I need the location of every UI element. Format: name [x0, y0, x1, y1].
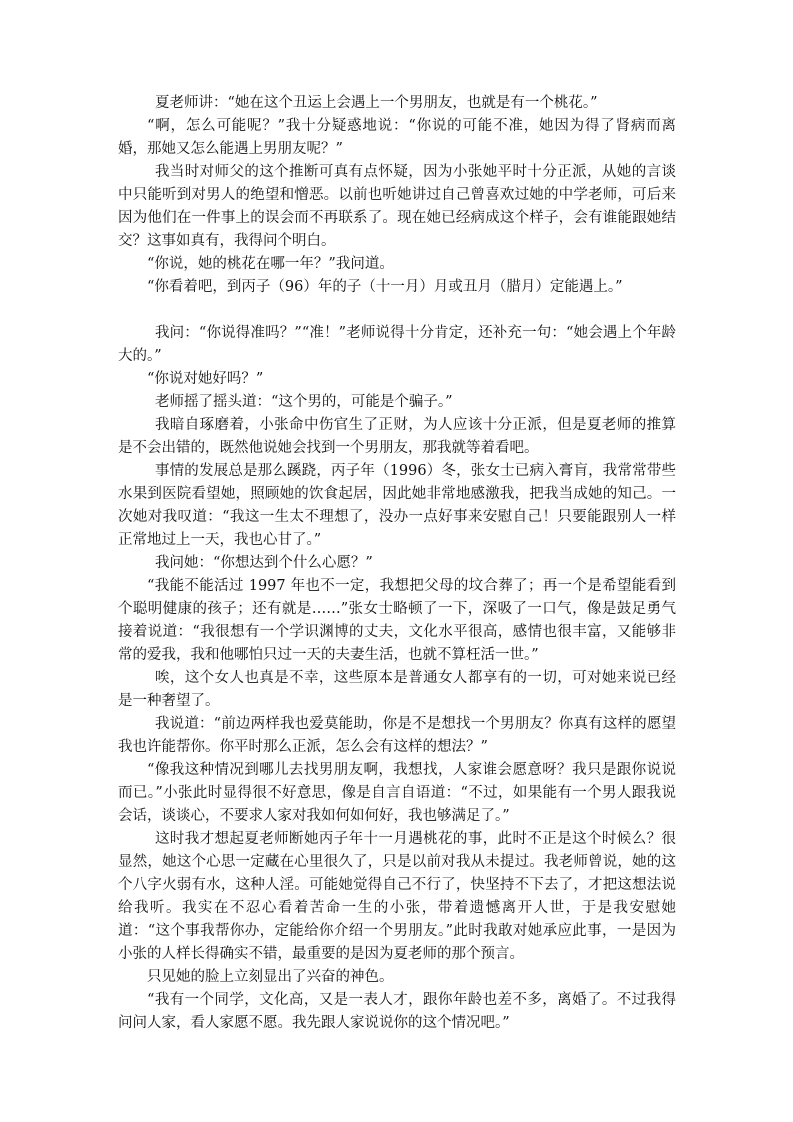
paragraph: 老师摇了摇头道：“这个男的，可能是个骗子。”	[154, 394, 453, 410]
paragraph: 事情的发展总是那么蹊跷，丙子年（1996）冬，张女士已病入膏肓，我常常带些水果到医院看望她，照顾她的饮食起居，因此她非常地感激我，把我当成她的知己。一次她对我叹道：“我这一生太不理想了，没办一点好事来安慰自己！只要能跟别人一样正常地过上一天，我也心甘了。”	[118, 463, 676, 548]
paragraph: 夏老师讲：“她在这个丑运上会遇上一个男朋友，也就是有一个桃花。”	[154, 95, 598, 111]
paragraph: 我当时对师父的这个推断可真有点怀疑，因为小张她平时十分正派，从她的言谈中只能听到对男人的绝望和憎恶。以前也听她讲过自己曾喜欢过她的中学老师，可后来因为他们在一件事上的误会而不再联系了。现在她已经病成这个样子，会有谁能跟她结交？这事如真有，我得问个明白。	[118, 164, 676, 249]
paragraph: “像我这种情况到哪儿去找男朋友啊，我想找，人家谁会愿意呀？我只是跟你说说而已。”小张此时显得很不好意思，像是自言自语道：“不过，如果能有一个男人跟我说会话，谈谈心，不要求人家对我如何如何好，我也够满足了。”	[118, 762, 676, 824]
document-body	[118, 92, 676, 1035]
paragraph: “我有一个同学，文化高，又是一表人才，跟你年龄也差不多，离婚了。不过我得问问人家，看人家愿不愿。我先跟人家说说你的这个情况吧。”	[118, 992, 676, 1031]
paragraph: 我暗自琢磨着，小张命中伤官生了正财，为人应该十分正派，但是夏老师的推算是不会出错的，既然他说她会找到一个男朋友，那我就等着看吧。	[118, 417, 676, 456]
paragraph: “你说，她的桃花在哪一年？”我问道。	[147, 256, 394, 272]
paragraph: 这时我才想起夏老师断她丙子年十一月遇桃花的事，此时不正是这个时候么？很显然，她这个心思一定藏在心里很久了，只是以前对我从未提过。我老师曾说，她的这个八字火弱有水，这种人淫。可能她觉得自己不行了，快坚持不下去了，才把这想法说给我听。我实在不忍心看着苦命一生的小张，带着遗憾离开人世，于是我安慰她道：“这个事我帮你办，定能给你介绍一个男朋友。”此时我敢对她承应此事，一是因为小张的人样长得确实不错，最重要的是因为夏老师的那个预言。	[118, 831, 676, 962]
paragraph: 只见她的脸上立刻显出了兴奋的神色。	[147, 969, 394, 985]
paragraph: 我问：“你说得准吗？”“准！”老师说得十分肯定，还补充一句：“她会遇上个年龄大的。”	[118, 325, 676, 364]
paragraph: 我说道：“前边两样我也爱莫能助，你是不是想找一个男朋友？你真有这样的愿望我也许能帮你。你平时那么正派，怎么会有这样的想法？”	[118, 716, 676, 755]
paragraph: “你说对她好吗？”	[147, 371, 264, 387]
paragraph: 我问她：“你想达到个什么心愿？”	[154, 555, 373, 571]
paragraph: “我能不能活过 1997 年也不一定，我想把父母的坟合葬了；再一个是希望能看到个聪明健康的孩子；还有就是……”张女士略顿了一下，深吸了一口气，像是鼓足勇气接着说道：“我很想有一个学识渊博的丈夫，文化水平很高，感情也很丰富，又能够非常的爱我，我和他哪怕只过一天的夫妻生活，也就不算枉活一世。”	[118, 578, 676, 663]
paragraph: “啊，怎么可能呢？”我十分疑惑地说：“你说的可能不准，她因为得了肾病而离婚，那她又怎么能遇上男朋友呢？”	[118, 118, 676, 157]
paragraph: “你看着吧，到丙子（96）年的子（十一月）月或丑月（腊月）定能遇上。”	[147, 279, 623, 295]
paragraph: 唉，这个女人也真是不幸，这些原本是普通女人都享有的一切，可对她来说已经是一种奢望了。	[118, 670, 676, 709]
